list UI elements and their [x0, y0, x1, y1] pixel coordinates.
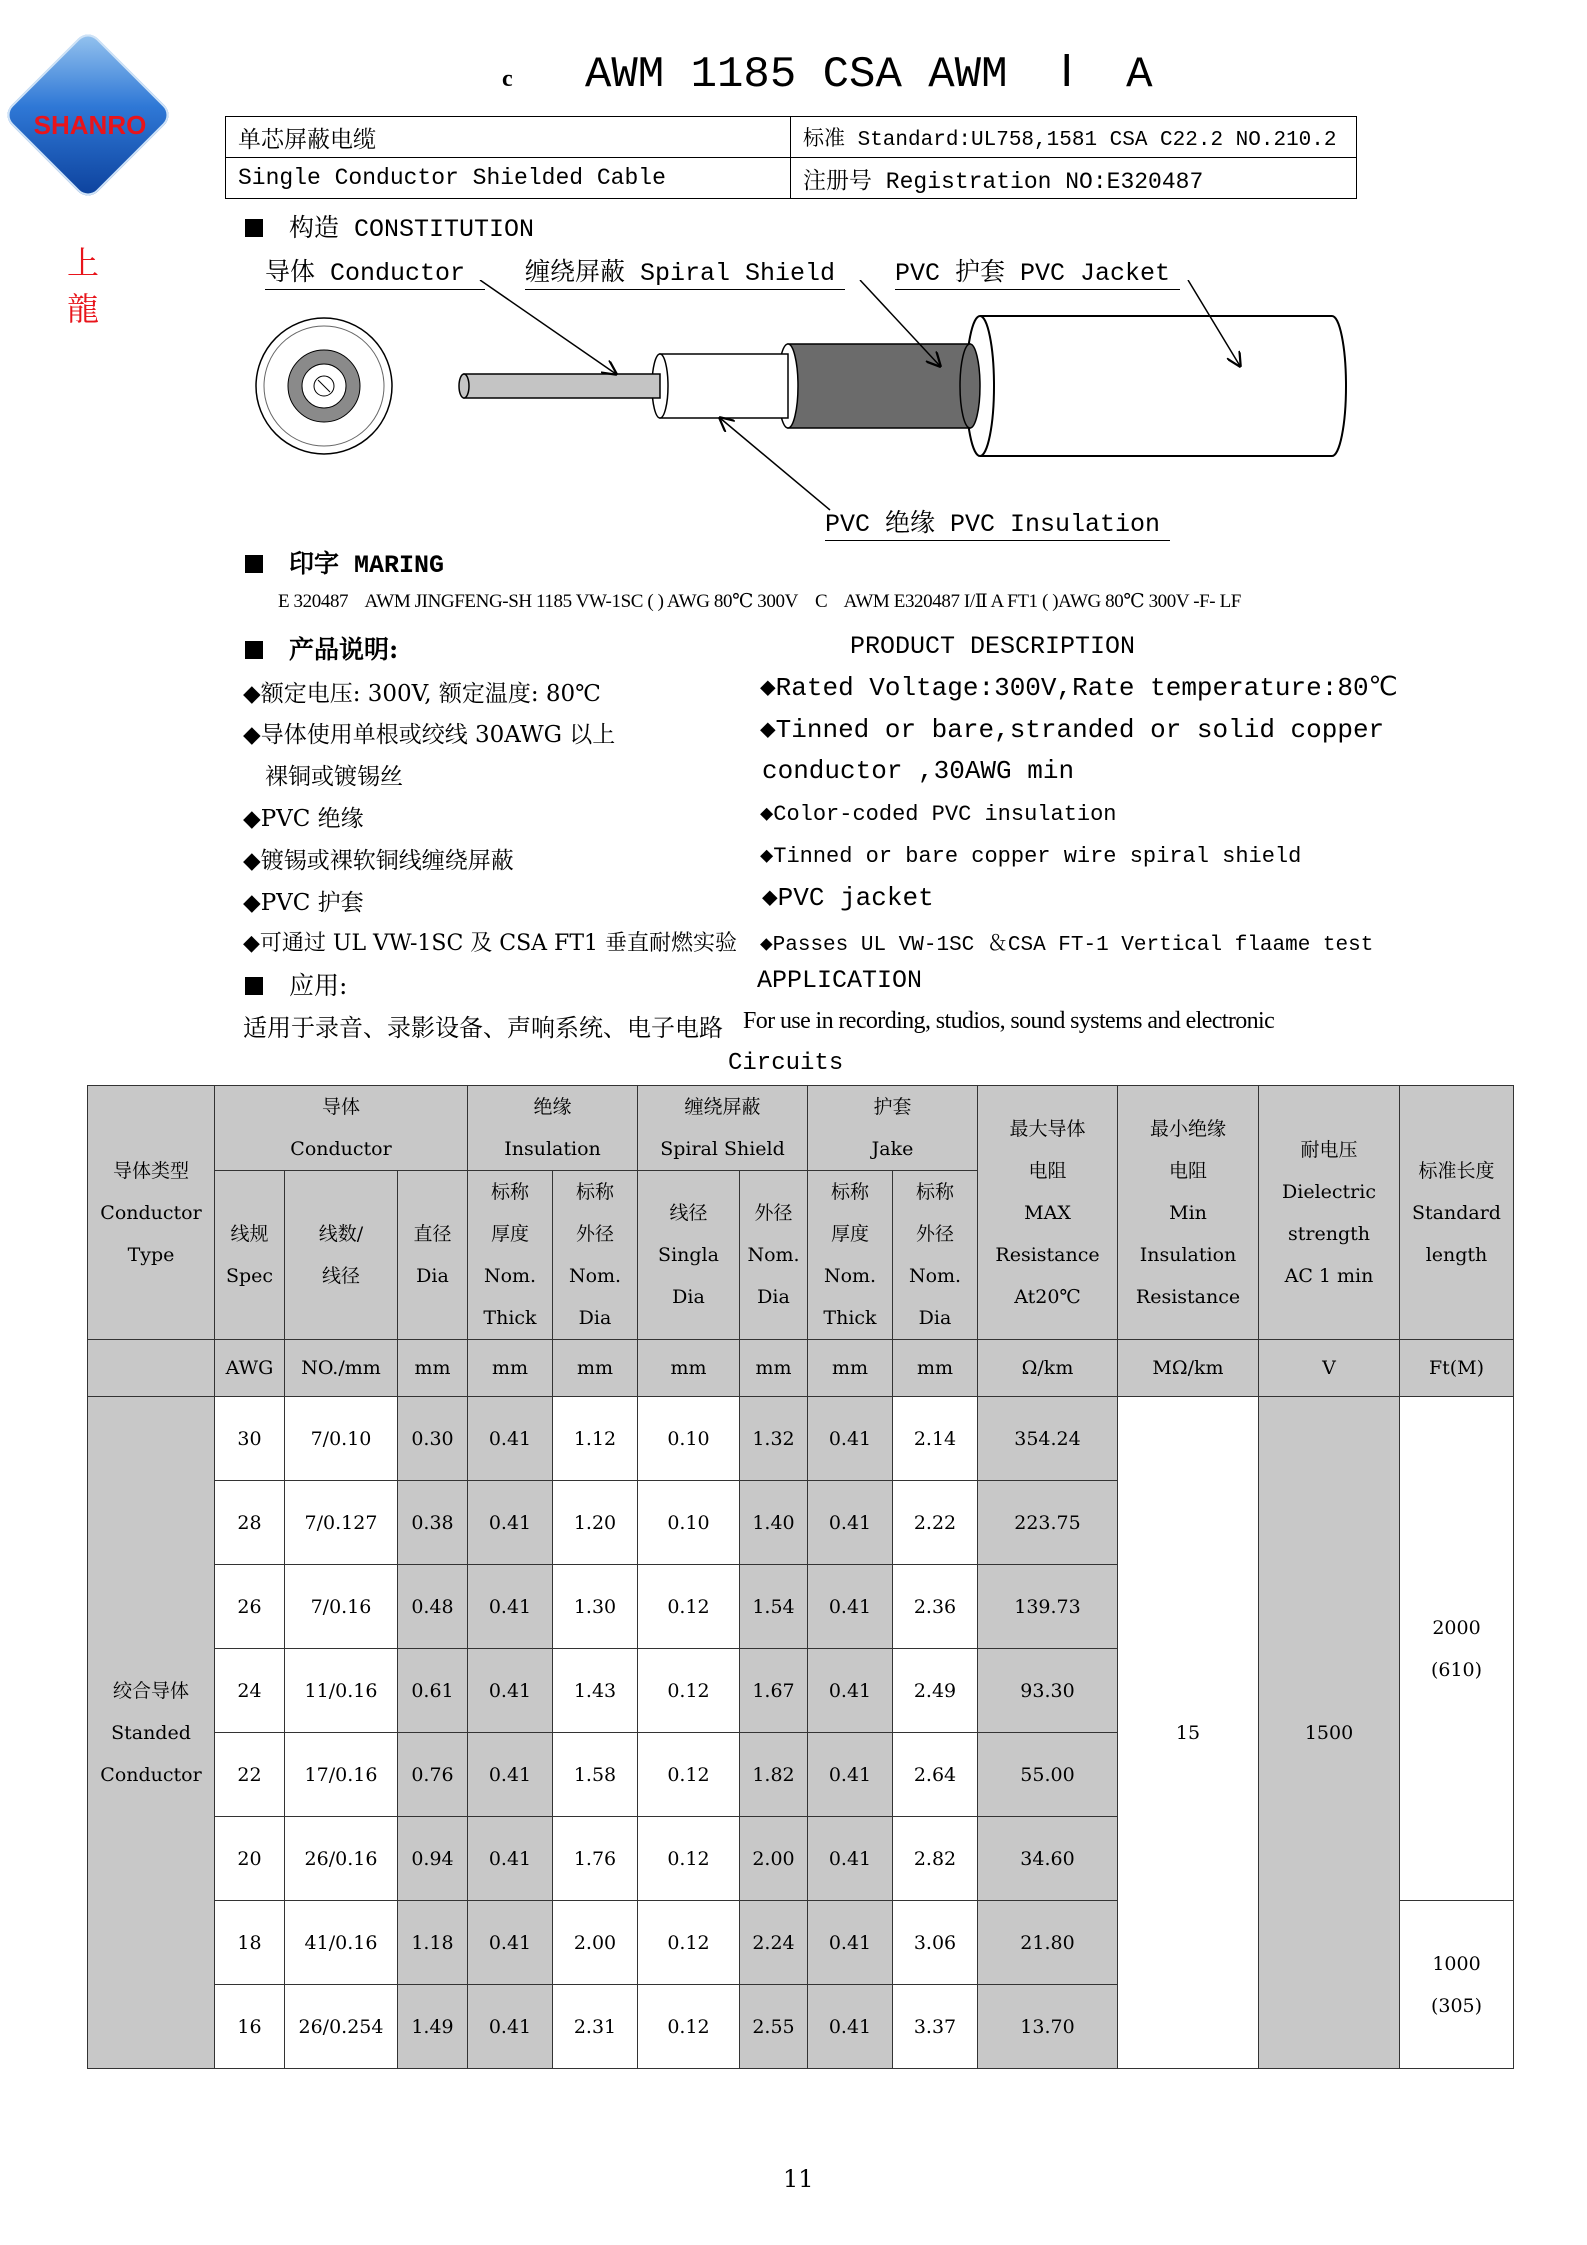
logo-chinese-name: 上龍	[66, 244, 133, 328]
table-cell: 1.32	[740, 1397, 808, 1481]
table-cell: 2.22	[893, 1481, 978, 1565]
table-cell: 1.40	[740, 1481, 808, 1565]
description-heading-en: PRODUCT DESCRIPTION	[850, 632, 1136, 661]
col-group-spiral-shield: 缠绕屏蔽 Spiral Shield	[638, 1086, 808, 1171]
table-cell: 0.12	[638, 1649, 740, 1733]
table-cell: 16	[215, 1985, 285, 2069]
table-cell: 0.61	[398, 1649, 468, 1733]
table-cell: 1.58	[553, 1733, 638, 1817]
desc-cn-5: ◆镀锡或裸软铜线缠绕屏蔽	[243, 848, 514, 874]
desc-cn-4: ◆PVC 绝缘	[243, 806, 364, 832]
desc-en-5: ◆Tinned or bare copper wire spiral shield	[760, 844, 1302, 869]
desc-cn-2: ◆导体使用单根或绞线 30AWG 以上	[243, 722, 616, 748]
application-heading-en: APPLICATION	[757, 966, 923, 995]
unit-cell: mm	[740, 1340, 808, 1397]
desc-cn-3: 裸铜或镀锡丝	[265, 764, 403, 790]
table-cell: 22	[215, 1733, 285, 1817]
table-cell: 26/0.254	[285, 1985, 398, 2069]
units-row	[88, 1340, 1514, 1397]
unit-cell: AWG	[215, 1340, 285, 1397]
col-conductor-type: 导体类型 Conductor Type	[88, 1086, 215, 1340]
table-cell: 2.31	[553, 1985, 638, 2069]
table-cell: 0.12	[638, 1565, 740, 1649]
units-cell	[88, 1340, 215, 1397]
table-cell: 1.30	[553, 1565, 638, 1649]
table-cell: 0.38	[398, 1481, 468, 1565]
table-cell: 2.49	[893, 1649, 978, 1733]
length-value-b: 1000 (305)	[1400, 1901, 1514, 2069]
col-jacket-od: 标称 外径 Nom. Dia	[893, 1171, 978, 1340]
dielectric-value: 1500	[1259, 1397, 1400, 2069]
col-strand: 线数/ 线径	[285, 1171, 398, 1340]
table-cell: 2.64	[893, 1733, 978, 1817]
unit-cell: NO./mm	[285, 1340, 398, 1397]
unit-cell: MΩ/km	[1118, 1340, 1259, 1397]
cross-section-icon	[256, 318, 392, 454]
desc-en-4: ◆Color-coded PVC insulation	[760, 802, 1117, 827]
desc-en-1: ◆Rated Voltage:300V,Rate temperature:80℃	[760, 673, 1398, 703]
table-cell: 0.41	[808, 1481, 893, 1565]
table-cell: 26/0.16	[285, 1817, 398, 1901]
col-group-insulation: 绝缘 Insulation	[468, 1086, 638, 1171]
table-cell: 2.00	[553, 1901, 638, 1985]
table-cell: 1.76	[553, 1817, 638, 1901]
col-shield-od: 外径 Nom. Dia	[740, 1171, 808, 1340]
table-cell: 0.41	[808, 1649, 893, 1733]
col-ins-od: 标称 外径 Nom. Dia	[553, 1171, 638, 1340]
desc-en-3: conductor ,30AWG min	[762, 756, 1075, 786]
table-cell: 0.41	[808, 1397, 893, 1481]
table-cell: 3.37	[893, 1985, 978, 2069]
desc-cn-7: ◆可通过 UL VW-1SC 及 CSA FT1 垂直耐燃实验	[243, 931, 737, 956]
square-bullet-icon	[245, 219, 263, 237]
unit-cell: mm	[468, 1340, 553, 1397]
col-spec: 线规 Spec	[215, 1171, 285, 1340]
col-dielectric: 耐电压 Dielectric strength AC 1 min	[1259, 1086, 1400, 1340]
table-cell: 2.00	[740, 1817, 808, 1901]
table-cell: 3.06	[893, 1901, 978, 1985]
table-cell: 1.49	[398, 1985, 468, 2069]
desc-en-7: ◆Passes UL VW-1SC ＆CSA FT-1 Vertical flaame test	[760, 934, 1374, 957]
application-heading-cn: 应用:	[245, 966, 347, 1002]
registration: 注册号 Registration NO:E320487	[791, 158, 1357, 199]
table-cell: 28	[215, 1481, 285, 1565]
title-prefix: c	[502, 66, 513, 92]
table-cell: 0.41	[468, 1565, 553, 1649]
table-cell: 139.73	[978, 1565, 1118, 1649]
unit-cell: mm	[638, 1340, 740, 1397]
table-cell: 0.76	[398, 1733, 468, 1817]
table-cell: 0.41	[808, 1565, 893, 1649]
application-text-en: For use in recording, studios, sound systems and electronic	[743, 1008, 1275, 1034]
table-cell: 1.82	[740, 1733, 808, 1817]
table-cell: 7/0.16	[285, 1565, 398, 1649]
table-cell: 0.41	[468, 1817, 553, 1901]
table-cell: 0.12	[638, 1901, 740, 1985]
label-spiral-shield: 缠绕屏蔽 Spiral Shield	[525, 252, 845, 290]
table-cell: 20	[215, 1817, 285, 1901]
unit-cell: V	[1259, 1340, 1400, 1397]
cable-diagram	[240, 280, 1360, 520]
table-cell: 0.94	[398, 1817, 468, 1901]
table-cell: 2.36	[893, 1565, 978, 1649]
label-pvc-insulation: PVC 绝缘 PVC Insulation	[825, 503, 1170, 541]
col-standard-length: 标准长度 Standard length	[1400, 1086, 1514, 1340]
unit-cell: mm	[398, 1340, 468, 1397]
unit-cell: Ω/km	[978, 1340, 1118, 1397]
conductor-group-label: 绞合导体 Standed Conductor	[88, 1397, 215, 2069]
table-cell: 30	[215, 1397, 285, 1481]
table-cell: 0.30	[398, 1397, 468, 1481]
table-cell: 21.80	[978, 1901, 1118, 1985]
table-cell: 93.30	[978, 1649, 1118, 1733]
table-cell: 34.60	[978, 1817, 1118, 1901]
table-cell: 18	[215, 1901, 285, 1985]
table-cell: 0.12	[638, 1985, 740, 2069]
unit-cell: mm	[808, 1340, 893, 1397]
col-min-insulation: 最小绝缘 电阻 Min Insulation Resistance	[1118, 1086, 1259, 1340]
table-cell: 0.41	[468, 1733, 553, 1817]
table-cell: 0.12	[638, 1733, 740, 1817]
col-shield-single: 线径 Singla Dia	[638, 1171, 740, 1340]
col-max-resistance: 最大导体 电阻 MAX Resistance At20℃	[978, 1086, 1118, 1340]
square-bullet-icon	[245, 555, 263, 573]
table-cell: 0.10	[638, 1397, 740, 1481]
length-value-a: 2000 (610)	[1400, 1397, 1514, 1901]
table-cell: 2.14	[893, 1397, 978, 1481]
table-cell: 55.00	[978, 1733, 1118, 1817]
table-cell: 17/0.16	[285, 1733, 398, 1817]
table-cell: 2.55	[740, 1985, 808, 2069]
col-jacket-thick: 标称 厚度 Nom. Thick	[808, 1171, 893, 1340]
col-dia: 直径 Dia	[398, 1171, 468, 1340]
page-number: 11	[783, 2165, 814, 2193]
table-cell: 11/0.16	[285, 1649, 398, 1733]
cable-name-cn: 单芯屏蔽电缆	[226, 117, 791, 158]
table-cell: 0.41	[808, 1733, 893, 1817]
header-info-table	[225, 116, 1357, 199]
table-row	[88, 1397, 1514, 1481]
table-cell: 2.24	[740, 1901, 808, 1985]
standard: 标准 Standard:UL758,1581 CSA C22.2 NO.210.2	[791, 117, 1357, 158]
table-cell: 1.20	[553, 1481, 638, 1565]
table-cell: 0.41	[468, 1649, 553, 1733]
table-cell: 0.48	[398, 1565, 468, 1649]
table-cell: 0.41	[468, 1481, 553, 1565]
table-cell: 1.67	[740, 1649, 808, 1733]
desc-en-2: ◆Tinned or bare,stranded or solid copper	[760, 715, 1385, 745]
col-group-conductor: 导体 Conductor	[215, 1086, 468, 1171]
page-title: AWM 1185 CSA AWM Ⅰ A	[585, 50, 1153, 100]
table-cell: 7/0.127	[285, 1481, 398, 1565]
table-cell: 24	[215, 1649, 285, 1733]
table-cell: 1.54	[740, 1565, 808, 1649]
marking-heading: 印字 MARING	[245, 544, 444, 580]
table-cell: 1.18	[398, 1901, 468, 1985]
unit-cell: Ft(M)	[1400, 1340, 1514, 1397]
marking-text: E 320487 AWM JINGFENG-SH 1185 VW-1SC ( ) AWG 80℃ 300V C AWM E320487 I/Ⅱ A FT1 ( )AWG 80℃ 300V -F- LF	[278, 591, 1241, 612]
construction-heading: 构造 CONSTITUTION	[245, 208, 534, 244]
col-ins-thick: 标称 厚度 Nom. Thick	[468, 1171, 553, 1340]
table-cell: 0.41	[808, 1901, 893, 1985]
cable-name-en: Single Conductor Shielded Cable	[226, 158, 791, 199]
table-cell: 0.41	[808, 1817, 893, 1901]
table-cell: 0.41	[468, 1985, 553, 2069]
logo-text: SHANRO	[33, 110, 147, 140]
application-text-en-2: Circuits	[728, 1050, 844, 1077]
desc-cn-6: ◆PVC 护套	[243, 890, 364, 916]
table-cell: 223.75	[978, 1481, 1118, 1565]
label-pvc-jacket: PVC 护套 PVC Jacket	[895, 252, 1180, 290]
table-cell: 0.41	[468, 1397, 553, 1481]
table-cell: 1.12	[553, 1397, 638, 1481]
table-cell: 354.24	[978, 1397, 1118, 1481]
table-cell: 0.41	[808, 1985, 893, 2069]
table-cell: 2.82	[893, 1817, 978, 1901]
table-cell: 0.41	[468, 1901, 553, 1985]
table-cell: 26	[215, 1565, 285, 1649]
table-cell: 41/0.16	[285, 1901, 398, 1985]
square-bullet-icon	[245, 641, 263, 659]
table-cell: 13.70	[978, 1985, 1118, 2069]
desc-en-6: ◆PVC jacket	[762, 883, 934, 913]
min-insulation-value: 15	[1118, 1397, 1259, 2069]
square-bullet-icon	[245, 977, 263, 995]
table-cell: 1.43	[553, 1649, 638, 1733]
unit-cell: mm	[553, 1340, 638, 1397]
application-text-cn: 适用于录音、录影设备、声响系统、电子电路	[243, 1014, 723, 1042]
table-cell: 7/0.10	[285, 1397, 398, 1481]
desc-cn-1: ◆额定电压: 300V, 额定温度: 80℃	[243, 681, 601, 707]
unit-cell: mm	[893, 1340, 978, 1397]
label-conductor: 导体 Conductor	[265, 252, 485, 290]
table-cell: 0.10	[638, 1481, 740, 1565]
spec-table	[87, 1085, 1514, 2069]
description-heading-cn: 产品说明:	[245, 630, 398, 666]
table-cell: 0.12	[638, 1817, 740, 1901]
col-group-jacket: 护套 Jake	[808, 1086, 978, 1171]
